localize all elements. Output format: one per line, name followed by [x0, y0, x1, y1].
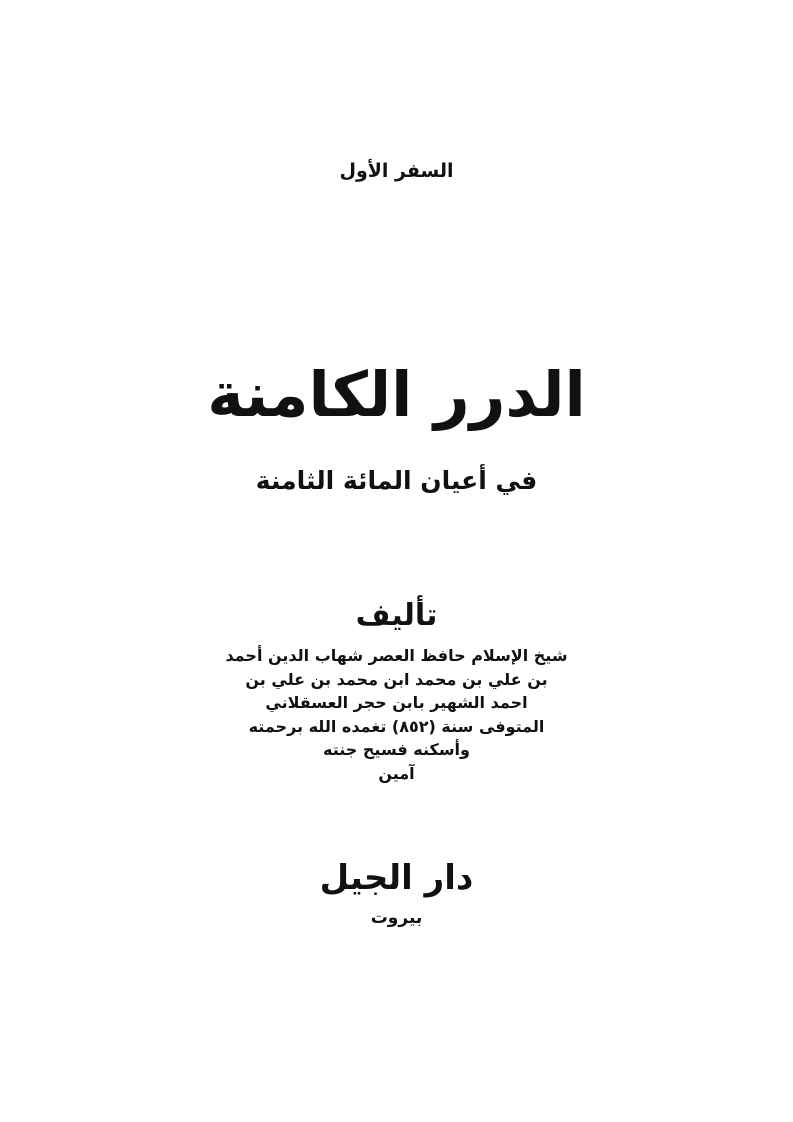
book-subtitle: في أعيان المائة الثامنة [255, 466, 538, 495]
author-heading: تأليف [355, 598, 438, 633]
author-line: المتوفى سنة (٨٥٢) تغمده الله برحمته [248, 716, 545, 736]
author-line: بن علي بن محمد ابن محمد بن علي بن [245, 669, 548, 689]
publisher-city: بيروت [370, 908, 423, 928]
author-line: آمين [378, 763, 415, 783]
author-line: شيخ الإسلام حافظ العصر شهاب الدين أحمد [225, 646, 568, 665]
volume-label: السفر الأول [339, 160, 454, 182]
author-block [0, 644, 793, 785]
publisher-name: دار الجيل [319, 858, 474, 898]
author-line: احمد الشهير بابن حجر العسقلاني [265, 693, 528, 712]
book-title: الدرر الكامنة [207, 358, 586, 431]
author-line: وأسكنه فسيح جنته [323, 740, 470, 759]
